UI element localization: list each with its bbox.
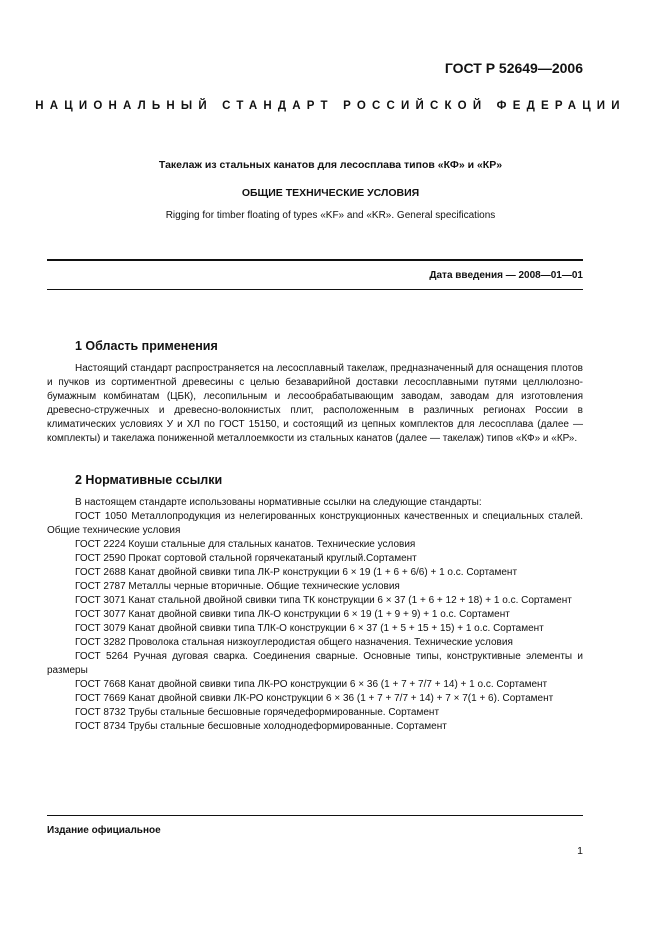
page-number: 1 [577, 845, 583, 857]
reference-item: ГОСТ 2787 Металлы черные вторичные. Общие технические условия [75, 581, 400, 592]
reference-item: ГОСТ 1050 Металлопродукция из нелегированных конструкционных качественных и специальных сталей. Общие технические условия [47, 511, 583, 536]
reference-item: ГОСТ 2224 Коуши стальные для стальных канатов. Технические условия [75, 539, 416, 550]
reference-item: ГОСТ 8734 Трубы стальные бесшовные холоднодеформированные. Сортамент [75, 721, 447, 732]
document-title-ru: Такелаж из стальных канатов для лесосплава типов «КФ» и «КР» [158, 159, 503, 171]
reference-item: ГОСТ 2590 Прокат сортовой стальной горячекатаный круглый.Сортамент [75, 553, 417, 564]
reference-item: ГОСТ 7668 Канат двойной свивки типа ЛК-РО конструкции 6 × 36 (1 + 7 + 7/7 + 14) + 1 о.с. Сортамент [75, 679, 548, 690]
reference-item: ГОСТ 2688 Канат двойной свивки типа ЛК-Р конструкции 6 × 19 (1 + 6 + 6/6) + 1 о.с. Сортамент [75, 567, 518, 578]
reference-item: ГОСТ 3071 Канат стальной двойной свивки типа ТК конструкции 6 × 37 (1 + 6 + 12 + 18) + 1 о.с. Сортамент [75, 595, 572, 606]
section-1-heading: 1 Область применения [75, 339, 218, 353]
reference-item: ГОСТ 3079 Канат двойной свивки типа ТЛК-О конструкции 6 × 37 (1 + 5 + 15 + 15) + 1 о.с. Сортамент [75, 623, 544, 634]
title-divider [47, 259, 583, 261]
document-title-en: Rigging for timber floating of types «KF» and «KR». General specifications [165, 210, 496, 221]
document-number: ГОСТ Р 52649—2006 [444, 60, 583, 76]
section-1-text: Настоящий стандарт распространяется на лесосплавный такелаж, предназначенный для оснащения плотов и пучков из сортиментной древесины с целью безаварийной доставки лесосплавными путями целлюлозно-бумажным комбинатам (ЦБК), лесопильным и лесообрабатывающим заводам, заводам для изготовления древесно-стружечных и древесно-волокнистых плит, расположенным в различных регионах России в климатических условиях У и ХЛ по ГОСТ 15150, и состоящий из цепных комплектов для лесосплава (далее — комплекты) и такелажа пониженной металлоемкости из стальных канатов (далее — такелаж) типов «КФ» и «КР». [47, 363, 583, 444]
national-standard-heading: НАЦИОНАЛЬНЫЙ СТАНДАРТ РОССИЙСКОЙ ФЕДЕРАЦИИ [35, 100, 626, 112]
reference-item: ГОСТ 8732 Трубы стальные бесшовные горячедеформированные. Сортамент [75, 707, 440, 718]
official-edition-label: Издание официальное [47, 825, 161, 836]
section-2-heading: 2 Нормативные ссылки [75, 473, 223, 487]
reference-item: ГОСТ 3282 Проволока стальная низкоуглеродистая общего назначения. Технические условия [75, 637, 513, 648]
effective-date: Дата введения — 2008—01—01 [429, 270, 583, 281]
normative-references-list [47, 510, 583, 734]
reference-item: ГОСТ 5264 Ручная дуговая сварка. Соединения сварные. Основные типы, конструктивные элементы и размеры [47, 651, 583, 676]
document-subtitle-ru: ОБЩИЕ ТЕХНИЧЕСКИЕ УСЛОВИЯ [241, 187, 420, 199]
date-divider [47, 289, 583, 290]
section-2-intro: В настоящем стандарте использованы нормативные ссылки на следующие стандарты: [75, 497, 482, 508]
reference-item: ГОСТ 7669 Канат двойной свивки ЛК-РО конструкции 6 × 36 (1 + 7 + 7/7 + 14) + 7 × 7(1 + 6). Сортамент [75, 693, 554, 704]
reference-item: ГОСТ 3077 Канат двойной свивки типа ЛК-О конструкции 6 × 19 (1 + 9 + 9) + 1 о.с. Сортамент [75, 609, 510, 620]
footer-divider [47, 815, 583, 816]
